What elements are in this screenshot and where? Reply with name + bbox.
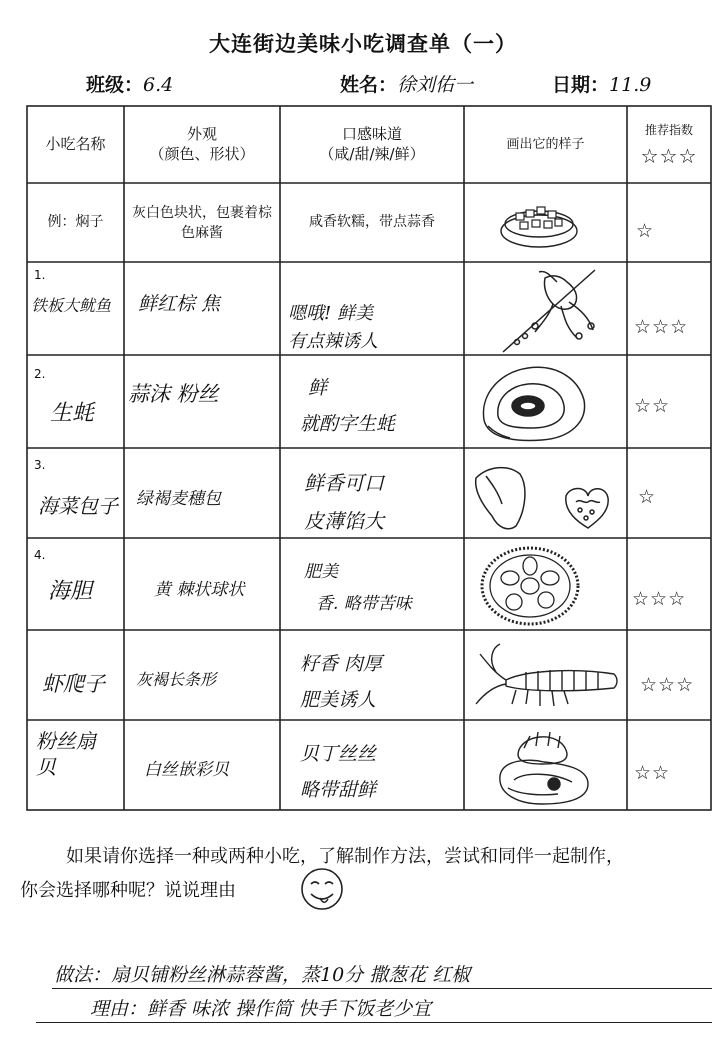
row-3-number: 3. — [34, 458, 46, 472]
date-value: 11.9 — [609, 74, 652, 96]
header-look-title: 外观 — [186, 125, 217, 143]
header-rating-label: 推荐指数 — [644, 123, 693, 137]
reason-answer: 理由：鲜香 味浓 操作简 快手下饭老少宜 — [36, 996, 712, 1023]
header-rating — [627, 120, 711, 166]
row-2-name: 生蚝 — [50, 401, 95, 426]
row-6-taste — [300, 736, 376, 808]
braised-jelly-drawing — [494, 193, 584, 253]
row-3-taste-line-1: 鲜香可口 — [304, 471, 384, 495]
example-name: 例：焖子 — [47, 214, 104, 230]
row-4-look: 黄 棘状球状 — [154, 580, 245, 600]
grilled-squid-drawing — [495, 266, 605, 354]
row-5-taste-line-2: 肥美诱人 — [300, 689, 377, 711]
reason-answer-line — [36, 996, 712, 1023]
header-taste-sub: （咸/甜/辣/鲜） — [319, 145, 425, 163]
method-answer-line — [52, 962, 712, 989]
row-5-taste-line-1: 籽香 肉厚 — [300, 653, 383, 675]
header-rating-stars: ☆☆☆ — [640, 144, 698, 168]
example-look: 灰白色块状，包裹着棕色麻酱 — [132, 205, 272, 241]
row-6-taste-line-2: 略带甜鲜 — [300, 779, 377, 801]
row-5-look: 灰褐长条形 — [136, 670, 217, 689]
row-3-taste — [304, 464, 384, 540]
row-3-taste-line-2: 皮薄馅大 — [304, 509, 384, 533]
row-3-look: 绿褐麦穗包 — [136, 489, 221, 509]
question-line-2: 你会选择哪种呢？说说理由 — [20, 880, 236, 901]
oyster-drawing — [474, 360, 594, 446]
row-5-name: 虾爬子 — [42, 672, 105, 696]
row-6-stars: ☆☆ — [634, 762, 671, 784]
question-line-1: 如果请你选择一种或两种小吃，了解制作方法，尝试和同伴一起制作， — [66, 846, 624, 867]
row-1-look: 鲜红棕 焦 — [138, 293, 221, 315]
row-4-stars: ☆☆☆ — [632, 588, 687, 610]
row-4-taste — [304, 556, 412, 620]
header-name: 小吃名称 — [45, 135, 106, 153]
row-2-taste — [300, 370, 395, 442]
class-label: 班级： — [86, 74, 144, 96]
row-1-number: 1. — [34, 268, 46, 282]
row-2-taste-line-2: 就酌字生蚝 — [300, 413, 396, 435]
row-4-number: 4. — [34, 548, 46, 562]
method-answer: 做法：扇贝铺粉丝淋蒜蓉酱，蒸10分 撒葱花 红椒 — [52, 962, 712, 989]
row-5-taste — [300, 646, 382, 718]
row-2-taste-line-1: 鲜 — [308, 377, 328, 399]
name-value: 徐刘佑一 — [397, 74, 474, 96]
row-6-taste-line-1: 贝丁丝丝 — [300, 743, 377, 765]
row-6-look: 白丝嵌彩贝 — [144, 760, 229, 780]
class-value: 6.4 — [143, 74, 174, 96]
row-1-taste-line-1: 嗯哦! 鲜美 — [288, 303, 373, 324]
sea-urchin-drawing — [472, 540, 590, 630]
row-1-name: 铁板大鱿鱼 — [31, 296, 112, 315]
example-taste: 咸香软糯，带点蒜香 — [309, 214, 435, 230]
date-label: 日期： — [552, 74, 610, 96]
row-2-stars: ☆☆ — [634, 395, 671, 417]
row-4-name: 海胆 — [48, 579, 93, 604]
row-2-number: 2. — [34, 367, 46, 381]
row-3-name: 海菜包子 — [38, 494, 118, 518]
row-1-taste-line-2: 有点辣诱人 — [288, 331, 378, 352]
header-taste-title: 口感味道 — [341, 125, 402, 143]
header-look-sub: （颜色、形状） — [149, 145, 255, 163]
scallop-drawing — [488, 724, 598, 808]
smiley-face-icon — [298, 866, 346, 912]
header-taste — [280, 124, 464, 164]
row-2-look: 蒜沫 粉丝 — [128, 382, 219, 406]
seaweed-bun-drawing — [468, 458, 618, 538]
row-1-taste — [288, 300, 378, 356]
header-draw: 画出它的样子 — [506, 137, 585, 152]
mantis-shrimp-drawing — [466, 634, 626, 718]
name-label: 姓名： — [340, 74, 398, 96]
header-look — [124, 124, 280, 164]
row-4-taste-line-2: 香. 略带苦味 — [316, 594, 412, 614]
row-1-stars: ☆☆☆ — [634, 316, 689, 338]
page-title: 大连街边美味小吃调查单（一） — [209, 32, 517, 56]
example-stars: ☆ — [636, 220, 655, 242]
row-3-stars: ☆ — [638, 486, 657, 508]
row-4-taste-line-1: 肥美 — [304, 562, 338, 582]
row-5-stars: ☆☆☆ — [640, 674, 695, 696]
row-6-name: 粉丝扇贝 — [36, 729, 96, 779]
